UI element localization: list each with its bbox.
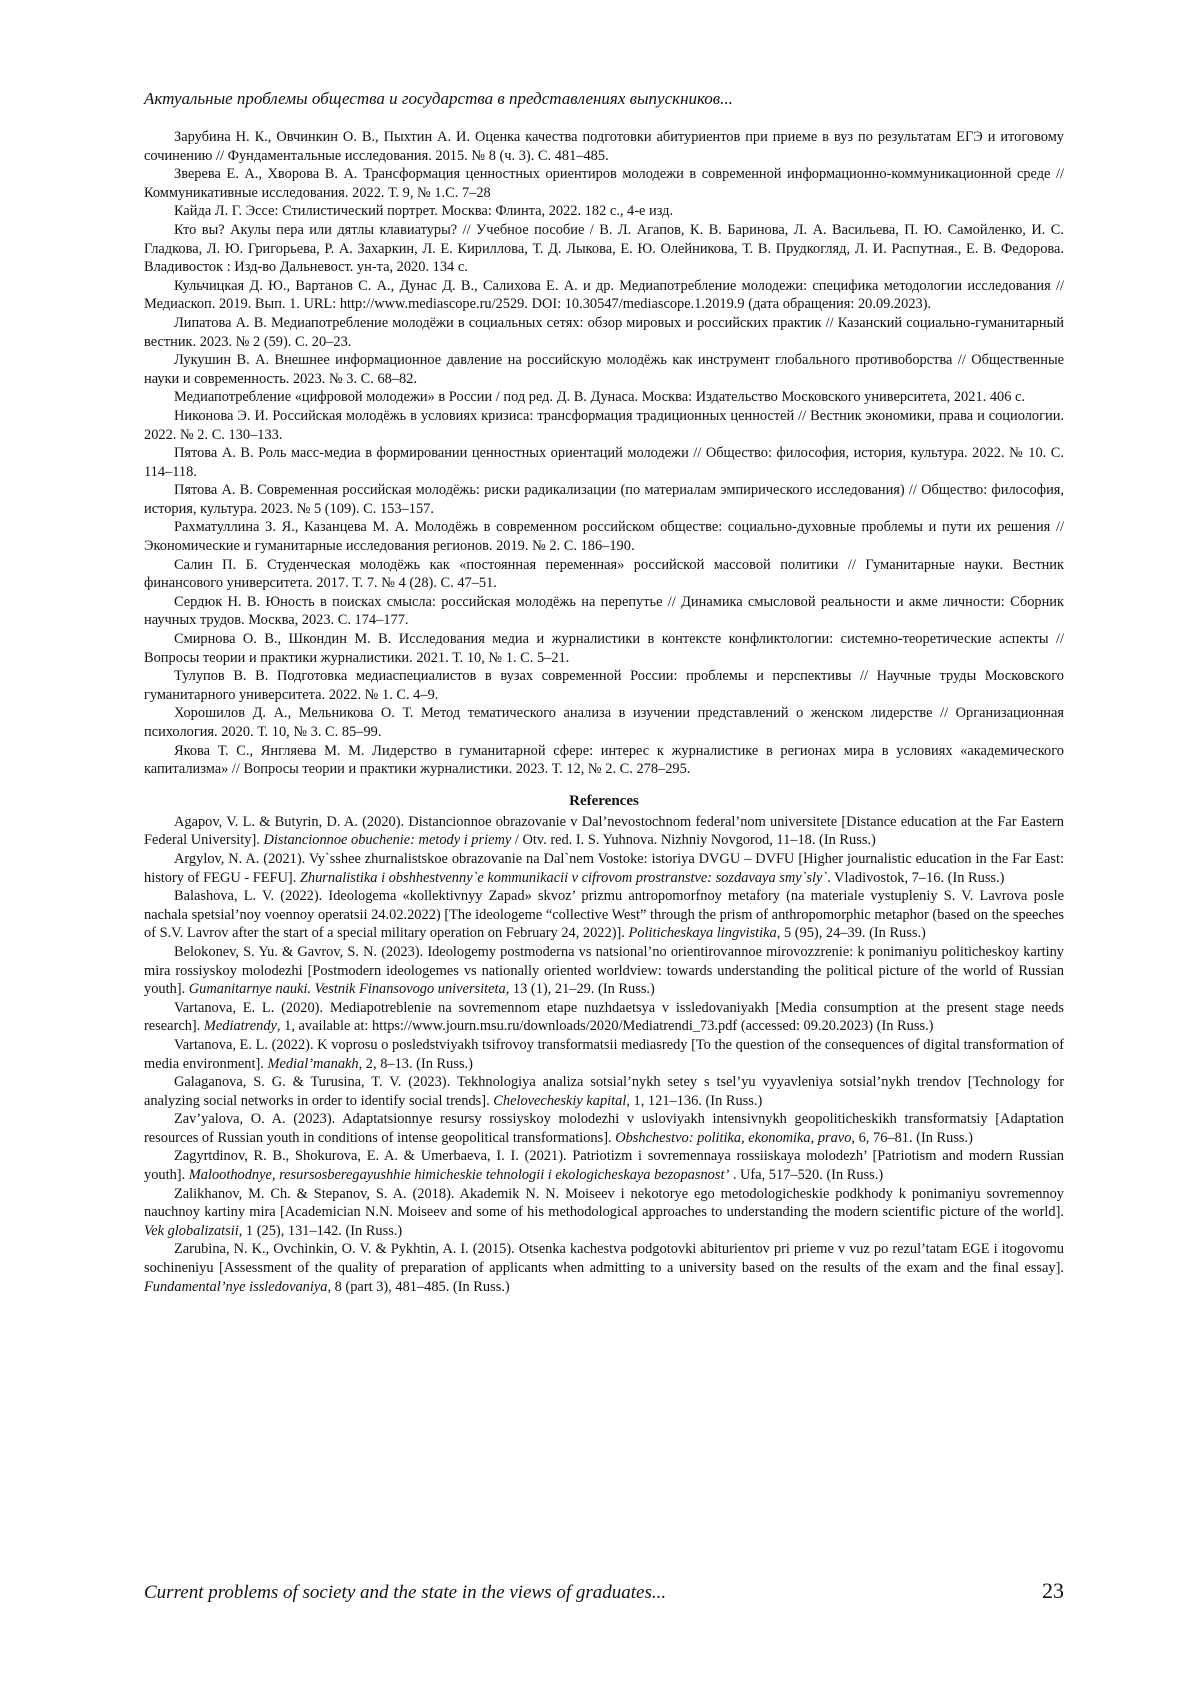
page-footer — [144, 1578, 1064, 1604]
footer-running-title: Current problems of society and the state in the views of graduates... — [144, 1582, 667, 1603]
reference-text: , 1 (25), 131–142. (In Russ.) — [238, 1222, 403, 1239]
russian-reference-list — [144, 128, 1064, 779]
reference-text: Belokonev, S. Yu. & Gavrov, S. N. (2023). Ideologemy postmoderna vs natsional’no orientirovannoe mirovozzrenie: k ponimaniyu politicheskoy kartiny mira rossiyskoy molodezhi [Postmodern ideologemes vs nationally oriented worldview: towards understanding the political picture of the world of Russian youth]. — [144, 943, 1064, 998]
reference-entry: Липатова А. В. Медиапотребление молодёжи в социальных сетях: обзор мировых и российских практик // Казанский социально-гуманитарный вестник. 2023. № 2 (59). С. 20–23. — [144, 314, 1064, 350]
reference-entry: Кайда Л. Г. Эссе: Стилистический портрет. Москва: Флинта, 2022. 182 с., 4-е изд. — [174, 203, 674, 220]
reference-entry — [144, 887, 1064, 943]
reference-entry: Хорошилов Д. А., Мельникова О. Т. Метод тематического анализа в изучении представлений о женском лидерстве // Организационная психология. 2020. Т. 10, № 3. С. 85–99. — [144, 705, 1064, 740]
reference-text: , 1, available at: https://www.journ.msu.ru/downloads/2020/Mediatrendi_73.pdf (accessed: 09.20.2023) (In Russ.) — [276, 1018, 934, 1035]
reference-entry — [144, 1147, 1064, 1184]
reference-source-title: Politicheskaya lingvistika — [628, 925, 777, 942]
reference-entry — [144, 1110, 1064, 1147]
reference-entry: Зверева Е. А., Хворова В. А. Трансформация ценностных ориентиров молодежи в современной информационно-коммуникационной среде // Коммуникативные исследования. 2022. Т. 9, № 1.С. 7–28 — [144, 166, 1064, 201]
reference-text: / Otv. red. I. S. Yuhnova. Nizhniy Novgorod, 11–18. (In Russ.) — [511, 832, 876, 849]
reference-entry: Тулупов В. В. Подготовка медиаспециалистов в вузах современной России: проблемы и перспективы // Научные труды Московского гуманитарного университета. 2022. № 1. С. 4–9. — [144, 668, 1064, 703]
reference-source-title: Chelovecheskiy kapital — [493, 1092, 627, 1109]
reference-entry — [144, 1073, 1064, 1110]
reference-text: Vartanova, E. L. (2020). Mediapotreblenie na sovremennom etape nuzhdaetsya v issledovaniyakh [Media consumption at the present stage needs research]. — [144, 999, 1064, 1035]
reference-entry: Якова Т. С., Янгляева М. М. Лидерство в гуманитарной сфере: интерес к журналистике в регионах мира в условиях «академического капитализма» // Вопросы теории и практики журналистики. 2023. Т. 12, № 2. С. 278–295. — [144, 742, 1064, 778]
reference-entry: Пятова А. В. Современная российская молодёжь: риски радикализации (по материалам эмпирического исследования) // Общество: философия, история, культура. 2023. № 5 (109). С. 153–157. — [144, 482, 1064, 517]
english-reference-list — [144, 813, 1064, 1296]
reference-entry — [144, 813, 1064, 850]
reference-text: Zagyrtdinov, R. B., Shokurova, E. A. & Umerbaeva, I. I. (2021). Patriotizm i sovremennaya rossiiskaya molodezh’ [Patriotism and modern Russian youth]. — [144, 1148, 1064, 1184]
reference-source-title: Fundamental’nye issledovaniya — [144, 1278, 328, 1295]
reference-entry: Лукушин В. А. Внешнее информационное давление на российскую молодёжь как инструмент глобального противоборства // Общественные науки и современность. 2023. № 3. С. 68–82. — [144, 352, 1064, 387]
reference-text: Zarubina, N. K., Ovchinkin, O. V. & Pykhtin, A. I. (2015). Otsenka kachestva podgotovki abiturientov pri prieme v vuz po rezul’tatam EGE i itogovomu sochineniyu [Assessment of the quality of preparation of applicants when admitting to a university based on the results of the exam and the final essay]. — [144, 1241, 1064, 1277]
reference-source-title: Gumanitarnye nauki. Vestnik Finansovogo universiteta — [188, 981, 506, 998]
page-body — [144, 88, 1064, 1296]
reference-text: Galaganova, S. G. & Turusina, T. V. (2023). Tekhnologiya analiza sotsial’nykh setey s tsel’yu vyyavleniya sotsial’nykh trendov [Technology for analyzing social networks in order to identify social trends]. — [144, 1074, 1064, 1109]
reference-source-title: Mediatrendy — [203, 1018, 277, 1035]
references-heading: References — [569, 792, 639, 809]
reference-entry — [144, 1185, 1064, 1241]
reference-entry — [144, 850, 1064, 887]
reference-entry: Медиапотребление «цифровой молодежи» в России / под ред. Д. В. Дунаса. Москва: Издательство Московского университета, 2021. 406 с. — [174, 389, 1026, 406]
reference-entry: Кто вы? Акулы пера или дятлы клавиатуры? // Учебное пособие / В. Л. Агапов, К. В. Баринова, Л. А. Васильева, П. Ю. Самойленко, И. С. Гладкова, Л. Ю. Григорьева, Р. А. Захаркин, Л. Е. Кириллова, Т. Д. Лыкова, Е. Ю. Олейникова, Т. В. Прудкогляд, Л. И. Распутная., Е. В. Федорова. Владивосток : Изд-во Дальневост. ун-та, 2020. 134 с. — [144, 221, 1064, 276]
reference-text: Agapov, V. L. & Butyrin, D. A. (2020). Distancionnoe obrazovanie v Dal’nevostochnom federal’nom universitete [Distance education at the Far Eastern Federal University]. — [144, 813, 1064, 849]
reference-text: , 8 (part 3), 481–485. (In Russ.) — [327, 1278, 510, 1295]
reference-source-title: Distancionnoe obuchenie: metody i priemy — [263, 832, 512, 849]
running-head: Актуальные проблемы общества и государства в представлениях выпускников... — [144, 89, 733, 108]
reference-entry: Зарубина Н. К., Овчинкин О. В., Пыхтин А. И. Оценка качества подготовки абитуриентов при приеме в вуз по результатам ЕГЭ и итоговому сочинению // Фундаментальные исследования. 2015. № 8 (ч. 3). С. 481–485. — [144, 129, 1064, 164]
reference-text: , 2, 8–13. (In Russ.) — [358, 1055, 473, 1072]
reference-text: , 13 (1), 21–29. (In Russ.) — [505, 981, 655, 998]
reference-text: Argylov, N. A. (2021). Vy`sshee zhurnalistskoe obrazovanie na Dal`nem Vostoke: istoriya DVGU – DVFU [Higher journalistic education in the Far East: history of FEGU - FEFU]. — [144, 850, 1064, 886]
reference-text: . Vladivostok, 7–16. (In Russ.) — [827, 869, 1005, 886]
reference-source-title: Maloothodnye, resursosberegayushhie himicheskie tehnologii i ekologicheskaya bezopasnost’ — [188, 1167, 730, 1184]
reference-text: , 1, 121–136. (In Russ.) — [626, 1092, 763, 1109]
reference-text: Zalikhanov, M. Ch. & Stepanov, S. A. (2018). Akademik N. N. Moiseev i nekotorye ego metodologicheskie podkhody k ponimaniyu sovremennoy nauchnoy kartiny mira [Academician N.N. Moiseev and some of his methodological approaches to understanding the modern scientific picture of the world]. — [144, 1185, 1064, 1221]
reference-text: , 6, 76–81. (In Russ.) — [851, 1129, 973, 1146]
reference-source-title: Obshchestvo: politika, ekonomika, pravo — [615, 1129, 852, 1146]
reference-source-title: Vek globalizatsii — [144, 1222, 239, 1239]
reference-entry — [144, 999, 1064, 1036]
reference-text: Vartanova, E. L. (2022). K voprosu o posledstviyakh tsifrovoy transformatsii mediasredy [To the question of the consequences of digital transformation of media environment]. — [144, 1036, 1064, 1072]
reference-entry — [144, 943, 1064, 999]
reference-entry: Сердюк Н. В. Юность в поисках смысла: российская молодёжь на перепутье // Динамика смысловой реальности и акме личности: Сборник научных трудов. Москва, 2023. С. 174–177. — [144, 593, 1064, 629]
reference-entry: Салин П. Б. Студенческая молодёжь как «постоянная переменная» российской массовой политики // Гуманитарные науки. Вестник финансового университета. 2017. Т. 7. № 4 (28). С. 47–51. — [144, 556, 1064, 592]
reference-source-title: Medial’manakh — [267, 1055, 359, 1072]
reference-text: , 5 (95), 24–39. (In Russ.) — [776, 925, 926, 942]
reference-text: Balashova, L. V. (2022). Ideologema «kollektivnyy Zapad» skvoz’ prizmu antropomorfnoy metafory (na materiale vystupleniy S. V. Lavrova posle nachala spetsial’noy voennoy operatsii 24.02.2022) [The ideologeme “collective West” through the prism of anthropomorphic metaphor (based on the speeches of S.V. Lavrov after the start of a special military operation on February 24, 2022)]. — [144, 888, 1064, 942]
reference-text: . Ufa, 517–520. (In Russ.) — [729, 1167, 884, 1184]
reference-entry: Кульчицкая Д. Ю., Вартанов С. А., Дунас Д. В., Салихова Е. А. и др. Медиапотребление молодежи: специфика методологии исследования // Медиаскоп. 2019. Вып. 1. URL: http://www.mediascope.ru/2529. DOI: 10.30547/mediascope.1.2019.9 (дата обращения: 20.09.2023). — [144, 277, 1064, 313]
reference-entry: Рахматуллина З. Я., Казанцева М. А. Молодёжь в современном российском обществе: социально-духовные проблемы и пути их решения // Экономические и гуманитарные исследования регионов. 2019. № 2. С. 186–190. — [144, 519, 1064, 555]
reference-entry: Никонова Э. И. Российская молодёжь в условиях кризиса: трансформация традиционных ценностей // Вестник экономики, права и социологии. 2022. № 2. С. 130–133. — [144, 407, 1064, 443]
page-number: 23 — [1042, 1578, 1064, 1603]
reference-source-title: Zhurnalistika i obshhestvenny`e kommunikacii v cifrovom prostranstve: sozdavaya smy`sly` — [299, 869, 828, 886]
reference-entry — [144, 1036, 1064, 1073]
reference-text: Zav’yalova, O. A. (2023). Adaptatsionnye resursy rossiyskoy molodezhi v usloviyakh intensivnykh geopoliticheskikh transformatsiy [Adaptation resources of Russian youth in conditions of intense geopolitical transformations]. — [144, 1111, 1064, 1146]
reference-entry: Пятова А. В. Роль масс-медиа в формировании ценностных ориентаций молодежи // Общество: философия, история, культура. 2022. № 10. С. 114–118. — [144, 445, 1064, 480]
reference-entry: Смирнова О. В., Шкондин М. В. Исследования медиа и журналистики в контексте конфликтологии: системно-теоретические аспекты // Вопросы теории и практики журналистики. 2021. Т. 10, № 1. С. 5–21. — [144, 631, 1064, 666]
reference-entry — [144, 1240, 1064, 1296]
